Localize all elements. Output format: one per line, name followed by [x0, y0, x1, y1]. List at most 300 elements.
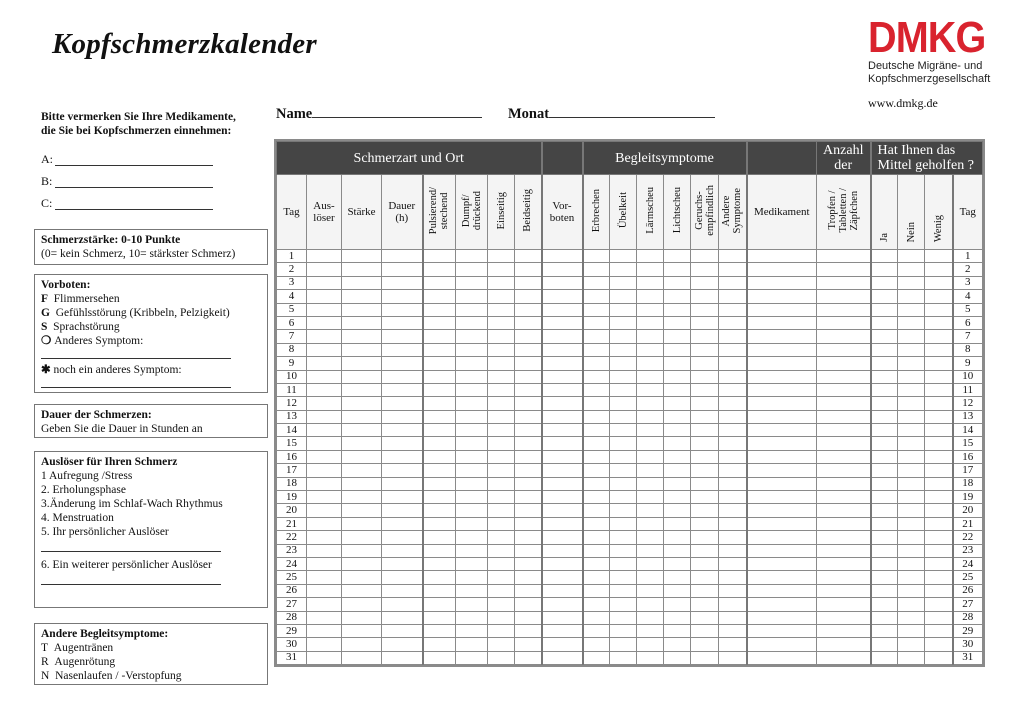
entry-cell[interactable] — [515, 571, 542, 584]
entry-cell[interactable] — [488, 370, 515, 383]
entry-cell[interactable] — [583, 290, 610, 303]
entry-cell[interactable] — [664, 571, 691, 584]
entry-cell[interactable] — [871, 531, 898, 544]
entry-cell[interactable] — [610, 250, 637, 263]
entry-cell[interactable] — [747, 491, 817, 504]
entry-cell[interactable] — [423, 437, 456, 450]
entry-cell[interactable] — [423, 276, 456, 289]
entry-cell[interactable] — [637, 464, 664, 477]
entry-cell[interactable] — [637, 557, 664, 570]
entry-cell[interactable] — [488, 624, 515, 637]
entry-cell[interactable] — [871, 477, 898, 490]
entry-cell[interactable] — [488, 290, 515, 303]
entry-cell[interactable] — [871, 611, 898, 624]
entry-cell[interactable] — [925, 557, 953, 570]
entry-cell[interactable] — [637, 598, 664, 611]
entry-cell[interactable] — [488, 437, 515, 450]
entry-cell[interactable] — [342, 437, 382, 450]
entry-cell[interactable] — [719, 651, 747, 664]
entry-cell[interactable] — [488, 651, 515, 664]
entry-cell[interactable] — [817, 410, 871, 423]
entry-cell[interactable] — [515, 531, 542, 544]
entry-cell[interactable] — [382, 491, 423, 504]
entry-cell[interactable] — [664, 557, 691, 570]
entry-cell[interactable] — [719, 437, 747, 450]
entry-cell[interactable] — [456, 437, 488, 450]
entry-cell[interactable] — [542, 544, 583, 557]
entry-cell[interactable] — [515, 357, 542, 370]
entry-cell[interactable] — [583, 357, 610, 370]
entry-cell[interactable] — [719, 263, 747, 276]
entry-cell[interactable] — [898, 477, 925, 490]
entry-cell[interactable] — [583, 638, 610, 651]
entry-cell[interactable] — [610, 491, 637, 504]
entry-cell[interactable] — [382, 477, 423, 490]
entry-cell[interactable] — [898, 410, 925, 423]
entry-cell[interactable] — [610, 477, 637, 490]
entry-cell[interactable] — [342, 397, 382, 410]
entry-cell[interactable] — [664, 330, 691, 343]
entry-cell[interactable] — [583, 557, 610, 570]
entry-cell[interactable] — [719, 410, 747, 423]
entry-cell[interactable] — [307, 303, 342, 316]
entry-cell[interactable] — [719, 303, 747, 316]
entry-cell[interactable] — [423, 330, 456, 343]
entry-cell[interactable] — [542, 303, 583, 316]
entry-cell[interactable] — [898, 611, 925, 624]
entry-cell[interactable] — [423, 357, 456, 370]
entry-cell[interactable] — [610, 450, 637, 463]
entry-cell[interactable] — [342, 477, 382, 490]
entry-cell[interactable] — [925, 276, 953, 289]
entry-cell[interactable] — [747, 638, 817, 651]
entry-cell[interactable] — [515, 638, 542, 651]
entry-cell[interactable] — [664, 383, 691, 396]
entry-cell[interactable] — [307, 611, 342, 624]
entry-cell[interactable] — [515, 424, 542, 437]
entry-cell[interactable] — [456, 290, 488, 303]
entry-cell[interactable] — [898, 584, 925, 597]
entry-cell[interactable] — [583, 330, 610, 343]
entry-cell[interactable] — [342, 557, 382, 570]
entry-cell[interactable] — [488, 598, 515, 611]
entry-cell[interactable] — [637, 491, 664, 504]
entry-cell[interactable] — [871, 343, 898, 356]
entry-cell[interactable] — [542, 357, 583, 370]
entry-cell[interactable] — [307, 410, 342, 423]
entry-cell[interactable] — [583, 624, 610, 637]
entry-cell[interactable] — [610, 624, 637, 637]
entry-cell[interactable] — [871, 370, 898, 383]
entry-cell[interactable] — [583, 504, 610, 517]
entry-cell[interactable] — [637, 544, 664, 557]
entry-cell[interactable] — [583, 531, 610, 544]
entry-cell[interactable] — [307, 276, 342, 289]
entry-cell[interactable] — [515, 276, 542, 289]
entry-cell[interactable] — [342, 651, 382, 664]
entry-cell[interactable] — [423, 571, 456, 584]
entry-cell[interactable] — [664, 263, 691, 276]
entry-cell[interactable] — [871, 450, 898, 463]
entry-cell[interactable] — [423, 491, 456, 504]
entry-cell[interactable] — [691, 370, 719, 383]
entry-cell[interactable] — [719, 557, 747, 570]
entry-cell[interactable] — [691, 638, 719, 651]
entry-cell[interactable] — [382, 544, 423, 557]
entry-cell[interactable] — [515, 410, 542, 423]
entry-cell[interactable] — [542, 531, 583, 544]
entry-cell[interactable] — [925, 263, 953, 276]
entry-cell[interactable] — [542, 437, 583, 450]
entry-cell[interactable] — [583, 383, 610, 396]
entry-cell[interactable] — [515, 316, 542, 329]
entry-cell[interactable] — [456, 424, 488, 437]
entry-cell[interactable] — [747, 316, 817, 329]
entry-cell[interactable] — [925, 624, 953, 637]
entry-cell[interactable] — [664, 370, 691, 383]
entry-cell[interactable] — [423, 624, 456, 637]
entry-cell[interactable] — [691, 330, 719, 343]
entry-cell[interactable] — [925, 316, 953, 329]
entry-cell[interactable] — [456, 504, 488, 517]
entry-cell[interactable] — [691, 584, 719, 597]
entry-cell[interactable] — [342, 303, 382, 316]
entry-cell[interactable] — [488, 316, 515, 329]
entry-cell[interactable] — [583, 491, 610, 504]
entry-cell[interactable] — [456, 557, 488, 570]
entry-cell[interactable] — [691, 290, 719, 303]
entry-cell[interactable] — [898, 464, 925, 477]
entry-cell[interactable] — [515, 477, 542, 490]
entry-cell[interactable] — [488, 263, 515, 276]
entry-cell[interactable] — [925, 544, 953, 557]
entry-cell[interactable] — [719, 504, 747, 517]
trigger-personal2-field[interactable] — [41, 572, 221, 585]
entry-cell[interactable] — [664, 437, 691, 450]
entry-cell[interactable] — [747, 611, 817, 624]
entry-cell[interactable] — [423, 651, 456, 664]
entry-cell[interactable] — [637, 531, 664, 544]
entry-cell[interactable] — [719, 343, 747, 356]
entry-cell[interactable] — [382, 638, 423, 651]
entry-cell[interactable] — [307, 624, 342, 637]
entry-cell[interactable] — [691, 424, 719, 437]
entry-cell[interactable] — [610, 357, 637, 370]
entry-cell[interactable] — [871, 571, 898, 584]
entry-cell[interactable] — [747, 424, 817, 437]
entry-cell[interactable] — [515, 450, 542, 463]
entry-cell[interactable] — [610, 290, 637, 303]
entry-cell[interactable] — [610, 370, 637, 383]
entry-cell[interactable] — [925, 584, 953, 597]
entry-cell[interactable] — [542, 330, 583, 343]
entry-cell[interactable] — [382, 383, 423, 396]
entry-cell[interactable] — [637, 477, 664, 490]
entry-cell[interactable] — [583, 517, 610, 530]
entry-cell[interactable] — [515, 544, 542, 557]
entry-cell[interactable] — [637, 290, 664, 303]
entry-cell[interactable] — [382, 504, 423, 517]
entry-cell[interactable] — [515, 651, 542, 664]
entry-cell[interactable] — [307, 651, 342, 664]
entry-cell[interactable] — [456, 638, 488, 651]
entry-cell[interactable] — [898, 571, 925, 584]
entry-cell[interactable] — [610, 263, 637, 276]
entry-cell[interactable] — [925, 343, 953, 356]
entry-cell[interactable] — [637, 303, 664, 316]
entry-cell[interactable] — [871, 651, 898, 664]
entry-cell[interactable] — [817, 504, 871, 517]
entry-cell[interactable] — [456, 370, 488, 383]
entry-cell[interactable] — [423, 250, 456, 263]
entry-cell[interactable] — [342, 598, 382, 611]
entry-cell[interactable] — [342, 410, 382, 423]
entry-cell[interactable] — [719, 330, 747, 343]
entry-cell[interactable] — [925, 250, 953, 263]
entry-cell[interactable] — [423, 638, 456, 651]
entry-cell[interactable] — [456, 343, 488, 356]
entry-cell[interactable] — [342, 276, 382, 289]
entry-cell[interactable] — [610, 517, 637, 530]
entry-cell[interactable] — [691, 571, 719, 584]
entry-cell[interactable] — [817, 424, 871, 437]
entry-cell[interactable] — [747, 357, 817, 370]
entry-cell[interactable] — [817, 303, 871, 316]
entry-cell[interactable] — [423, 464, 456, 477]
entry-cell[interactable] — [637, 437, 664, 450]
entry-cell[interactable] — [342, 424, 382, 437]
entry-cell[interactable] — [637, 276, 664, 289]
entry-cell[interactable] — [456, 303, 488, 316]
entry-cell[interactable] — [898, 517, 925, 530]
entry-cell[interactable] — [342, 531, 382, 544]
entry-cell[interactable] — [583, 263, 610, 276]
entry-cell[interactable] — [583, 437, 610, 450]
entry-cell[interactable] — [898, 316, 925, 329]
entry-cell[interactable] — [423, 316, 456, 329]
entry-cell[interactable] — [925, 410, 953, 423]
entry-cell[interactable] — [925, 517, 953, 530]
entry-cell[interactable] — [637, 250, 664, 263]
entry-cell[interactable] — [610, 584, 637, 597]
entry-cell[interactable] — [817, 624, 871, 637]
entry-cell[interactable] — [898, 370, 925, 383]
entry-cell[interactable] — [382, 424, 423, 437]
entry-cell[interactable] — [747, 624, 817, 637]
entry-cell[interactable] — [610, 598, 637, 611]
entry-cell[interactable] — [382, 250, 423, 263]
entry-cell[interactable] — [542, 383, 583, 396]
entry-cell[interactable] — [691, 464, 719, 477]
entry-cell[interactable] — [307, 517, 342, 530]
entry-cell[interactable] — [423, 598, 456, 611]
entry-cell[interactable] — [637, 424, 664, 437]
entry-cell[interactable] — [515, 330, 542, 343]
entry-cell[interactable] — [898, 557, 925, 570]
entry-cell[interactable] — [515, 383, 542, 396]
entry-cell[interactable] — [637, 571, 664, 584]
entry-cell[interactable] — [925, 491, 953, 504]
entry-cell[interactable] — [719, 370, 747, 383]
entry-cell[interactable] — [382, 276, 423, 289]
entry-cell[interactable] — [664, 491, 691, 504]
entry-cell[interactable] — [307, 477, 342, 490]
entry-cell[interactable] — [925, 611, 953, 624]
entry-cell[interactable] — [747, 464, 817, 477]
entry-cell[interactable] — [664, 584, 691, 597]
entry-cell[interactable] — [542, 250, 583, 263]
entry-cell[interactable] — [342, 330, 382, 343]
entry-cell[interactable] — [342, 290, 382, 303]
entry-cell[interactable] — [583, 450, 610, 463]
entry-cell[interactable] — [583, 410, 610, 423]
entry-cell[interactable] — [342, 370, 382, 383]
entry-cell[interactable] — [515, 437, 542, 450]
entry-cell[interactable] — [583, 611, 610, 624]
entry-cell[interactable] — [307, 437, 342, 450]
entry-cell[interactable] — [610, 544, 637, 557]
entry-cell[interactable] — [583, 598, 610, 611]
entry-cell[interactable] — [925, 397, 953, 410]
entry-cell[interactable] — [719, 316, 747, 329]
entry-cell[interactable] — [610, 557, 637, 570]
entry-cell[interactable] — [637, 584, 664, 597]
entry-cell[interactable] — [691, 316, 719, 329]
entry-cell[interactable] — [925, 357, 953, 370]
entry-cell[interactable] — [637, 263, 664, 276]
entry-cell[interactable] — [456, 584, 488, 597]
entry-cell[interactable] — [542, 651, 583, 664]
entry-cell[interactable] — [719, 290, 747, 303]
entry-cell[interactable] — [610, 464, 637, 477]
entry-cell[interactable] — [719, 477, 747, 490]
entry-cell[interactable] — [637, 397, 664, 410]
entry-cell[interactable] — [307, 491, 342, 504]
entry-cell[interactable] — [307, 557, 342, 570]
entry-cell[interactable] — [610, 611, 637, 624]
entry-cell[interactable] — [515, 397, 542, 410]
entry-cell[interactable] — [423, 263, 456, 276]
entry-cell[interactable] — [664, 611, 691, 624]
entry-cell[interactable] — [382, 330, 423, 343]
entry-cell[interactable] — [664, 638, 691, 651]
entry-cell[interactable] — [610, 424, 637, 437]
entry-cell[interactable] — [664, 276, 691, 289]
entry-cell[interactable] — [817, 370, 871, 383]
entry-cell[interactable] — [307, 397, 342, 410]
entry-cell[interactable] — [719, 624, 747, 637]
entry-cell[interactable] — [515, 250, 542, 263]
entry-cell[interactable] — [488, 303, 515, 316]
entry-cell[interactable] — [747, 571, 817, 584]
entry-cell[interactable] — [747, 263, 817, 276]
website-url[interactable]: www.dmkg.de — [868, 96, 938, 110]
entry-cell[interactable] — [488, 517, 515, 530]
entry-cell[interactable] — [307, 316, 342, 329]
entry-cell[interactable] — [691, 651, 719, 664]
entry-cell[interactable] — [515, 584, 542, 597]
entry-cell[interactable] — [817, 544, 871, 557]
entry-cell[interactable] — [691, 410, 719, 423]
entry-cell[interactable] — [456, 651, 488, 664]
entry-cell[interactable] — [488, 450, 515, 463]
entry-cell[interactable] — [719, 611, 747, 624]
entry-cell[interactable] — [719, 424, 747, 437]
entry-cell[interactable] — [488, 531, 515, 544]
entry-cell[interactable] — [898, 424, 925, 437]
entry-cell[interactable] — [542, 450, 583, 463]
entry-cell[interactable] — [871, 290, 898, 303]
entry-cell[interactable] — [925, 330, 953, 343]
entry-cell[interactable] — [342, 544, 382, 557]
entry-cell[interactable] — [691, 531, 719, 544]
entry-cell[interactable] — [307, 638, 342, 651]
entry-cell[interactable] — [747, 598, 817, 611]
entry-cell[interactable] — [719, 544, 747, 557]
entry-cell[interactable] — [610, 638, 637, 651]
entry-cell[interactable] — [691, 491, 719, 504]
entry-cell[interactable] — [423, 584, 456, 597]
entry-cell[interactable] — [307, 330, 342, 343]
entry-cell[interactable] — [637, 370, 664, 383]
entry-cell[interactable] — [664, 424, 691, 437]
entry-cell[interactable] — [898, 303, 925, 316]
entry-cell[interactable] — [610, 437, 637, 450]
entry-cell[interactable] — [925, 638, 953, 651]
entry-cell[interactable] — [664, 397, 691, 410]
entry-cell[interactable] — [542, 424, 583, 437]
entry-cell[interactable] — [691, 276, 719, 289]
entry-cell[interactable] — [456, 276, 488, 289]
entry-cell[interactable] — [637, 624, 664, 637]
entry-cell[interactable] — [307, 370, 342, 383]
entry-cell[interactable] — [382, 316, 423, 329]
entry-cell[interactable] — [382, 557, 423, 570]
entry-cell[interactable] — [542, 276, 583, 289]
entry-cell[interactable] — [817, 357, 871, 370]
entry-cell[interactable] — [342, 611, 382, 624]
entry-cell[interactable] — [488, 544, 515, 557]
entry-cell[interactable] — [456, 330, 488, 343]
entry-cell[interactable] — [747, 343, 817, 356]
entry-cell[interactable] — [307, 290, 342, 303]
entry-cell[interactable] — [691, 504, 719, 517]
entry-cell[interactable] — [515, 624, 542, 637]
entry-cell[interactable] — [456, 624, 488, 637]
entry-cell[interactable] — [307, 531, 342, 544]
entry-cell[interactable] — [382, 450, 423, 463]
aura-other2-field[interactable] — [41, 377, 231, 388]
entry-cell[interactable] — [515, 504, 542, 517]
month-input[interactable] — [549, 103, 715, 118]
entry-cell[interactable] — [898, 624, 925, 637]
entry-cell[interactable] — [382, 397, 423, 410]
entry-cell[interactable] — [817, 330, 871, 343]
entry-cell[interactable] — [691, 263, 719, 276]
entry-cell[interactable] — [925, 424, 953, 437]
entry-cell[interactable] — [382, 343, 423, 356]
entry-cell[interactable] — [307, 263, 342, 276]
entry-cell[interactable] — [719, 276, 747, 289]
entry-cell[interactable] — [898, 357, 925, 370]
entry-cell[interactable] — [488, 383, 515, 396]
entry-cell[interactable] — [342, 584, 382, 597]
entry-cell[interactable] — [817, 531, 871, 544]
entry-cell[interactable] — [583, 544, 610, 557]
entry-cell[interactable] — [691, 517, 719, 530]
entry-cell[interactable] — [747, 450, 817, 463]
entry-cell[interactable] — [871, 424, 898, 437]
